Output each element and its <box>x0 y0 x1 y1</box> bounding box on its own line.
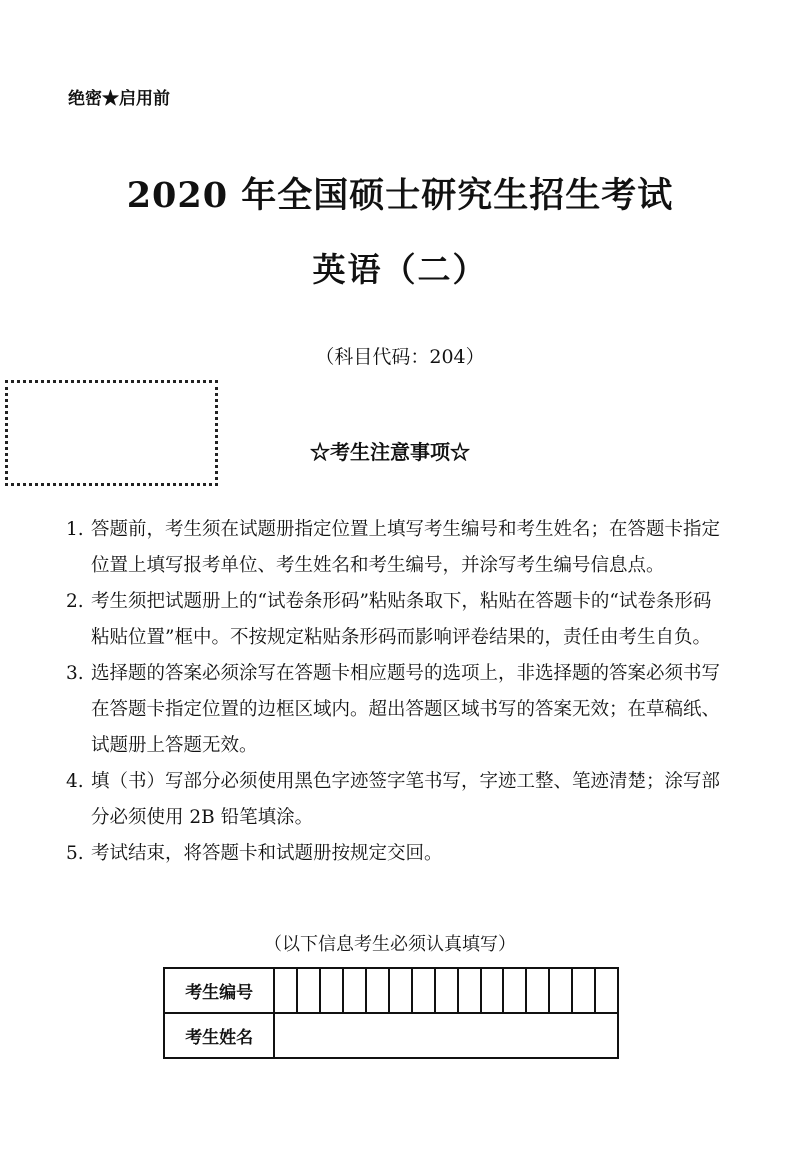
candidate-number-digit-box[interactable] <box>595 968 618 1013</box>
exam-title: 2020 年全国硕士研究生招生考试 <box>126 175 674 216</box>
notice-text: 考试结束，将答题卡和试题册按规定交回。 <box>91 843 443 864</box>
notice-text: 考生须把试题册上的“试卷条形码”粘贴条取下，粘贴在答题卡的“试卷条形码粘贴位置”框中。不按规定粘贴条形码而影响评卷结果的，责任由考生自负。 <box>91 591 712 648</box>
notice-item <box>58 764 728 836</box>
notice-item <box>58 512 728 584</box>
barcode-placement-box <box>5 380 218 486</box>
notice-list <box>58 512 728 872</box>
exam-subject: 英语（二） <box>312 250 488 289</box>
notice-item <box>58 584 728 656</box>
notice-number: 1. <box>66 519 84 540</box>
candidate-number-digit-box[interactable] <box>389 968 412 1013</box>
candidate-info-table <box>163 967 619 1059</box>
candidate-number-digit-box[interactable] <box>320 968 343 1013</box>
candidate-number-digit-box[interactable] <box>274 968 297 1013</box>
candidate-number-label: 考生编号 <box>164 968 274 1013</box>
candidate-name-label: 考生姓名 <box>164 1013 274 1058</box>
notice-item <box>58 656 728 764</box>
secret-label: 绝密★启用前 <box>68 89 170 109</box>
notice-text: 答题前，考生须在试题册指定位置上填写考生编号和考生姓名；在答题卡指定位置上填写报考单位、考生姓名和考生编号，并涂写考生编号信息点。 <box>91 519 721 576</box>
notice-item <box>58 836 728 872</box>
notice-heading: ☆考生注意事项☆ <box>310 440 470 464</box>
candidate-number-row <box>164 968 618 1013</box>
candidate-number-digit-box[interactable] <box>343 968 366 1013</box>
candidate-name-row <box>164 1013 618 1058</box>
candidate-number-digit-box[interactable] <box>412 968 435 1013</box>
notice-number: 2. <box>66 591 84 612</box>
candidate-number-digit-box[interactable] <box>366 968 389 1013</box>
notice-text: 选择题的答案必须涂写在答题卡相应题号的选项上，非选择题的答案必须书写在答题卡指定位置的边框区域内。超出答题区域书写的答案无效；在草稿纸、试题册上答题无效。 <box>91 663 721 756</box>
candidate-number-digit-box[interactable] <box>549 968 572 1013</box>
candidate-number-digit-box[interactable] <box>526 968 549 1013</box>
candidate-number-digit-box[interactable] <box>481 968 504 1013</box>
notice-number: 3. <box>66 663 84 684</box>
fill-instruction: （以下信息考生必须认真填写） <box>264 934 516 955</box>
candidate-number-digit-box[interactable] <box>435 968 458 1013</box>
notice-number: 4. <box>66 771 84 792</box>
notice-text: 填（书）写部分必须使用黑色字迹签字笔书写，字迹工整、笔迹清楚；涂写部分必须使用 2B 铅笔填涂。 <box>91 771 721 828</box>
candidate-number-digit-box[interactable] <box>503 968 526 1013</box>
candidate-number-digit-box[interactable] <box>297 968 320 1013</box>
candidate-number-digit-box[interactable] <box>572 968 595 1013</box>
candidate-name-field[interactable] <box>274 1013 618 1058</box>
notice-number: 5. <box>66 843 84 864</box>
subject-code: （科目代码：204） <box>315 346 485 368</box>
candidate-number-digit-box[interactable] <box>458 968 481 1013</box>
